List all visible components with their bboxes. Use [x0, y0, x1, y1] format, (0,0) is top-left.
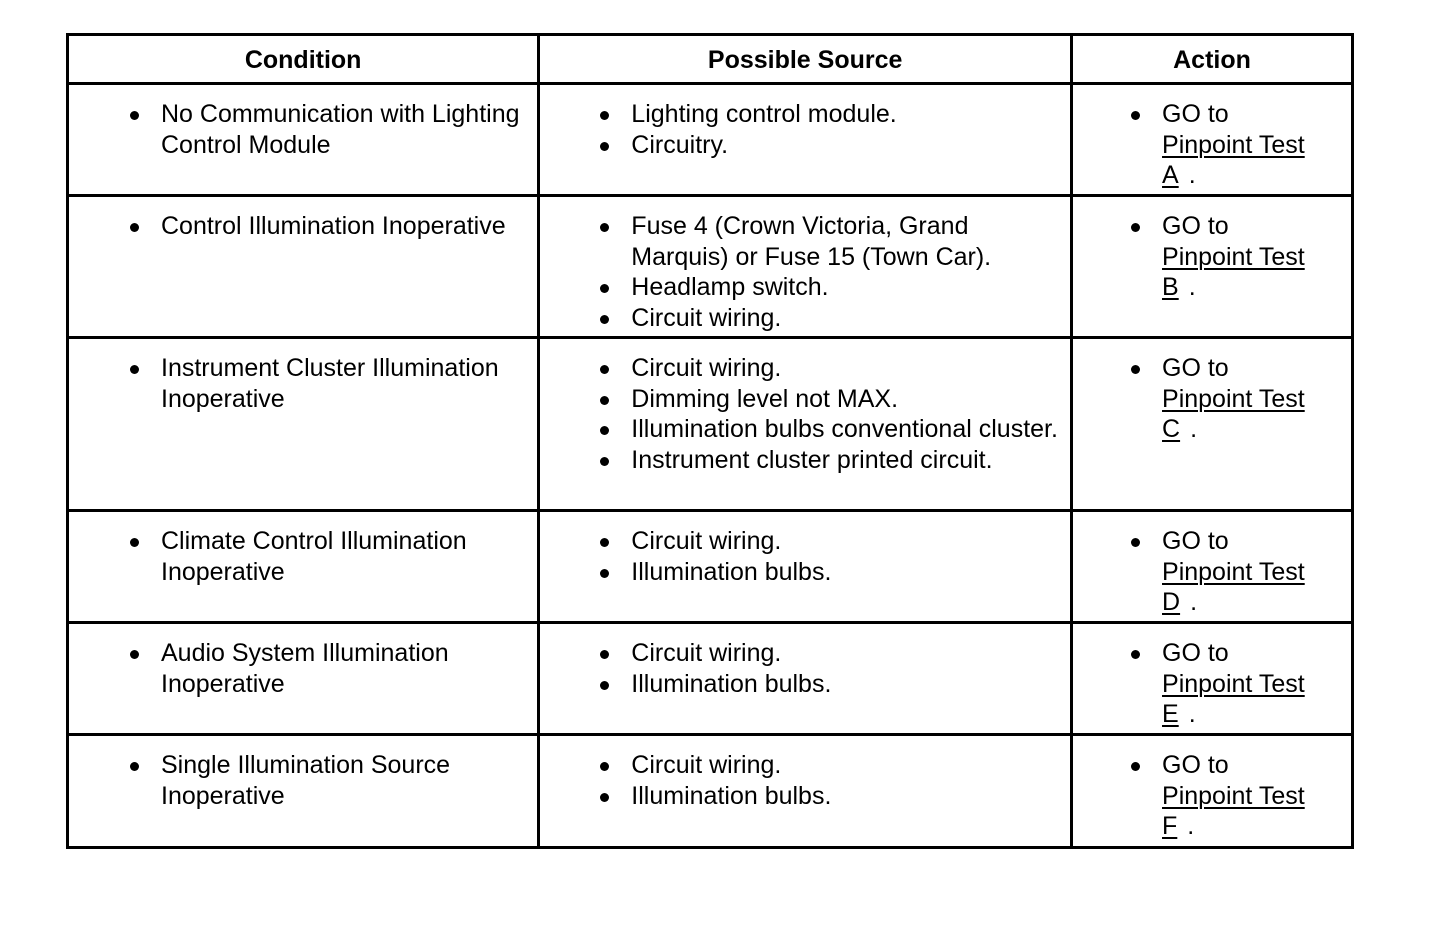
diagnosis-table-container — [66, 33, 1354, 849]
condition-list — [69, 736, 537, 811]
condition-list — [69, 624, 537, 699]
condition-cell — [68, 735, 539, 848]
condition-cell — [68, 511, 539, 623]
table-row — [68, 623, 1353, 735]
table-row — [68, 196, 1353, 338]
table-row — [68, 511, 1353, 623]
header-condition: Condition — [68, 35, 539, 84]
possible-source-item: Circuitry. — [631, 130, 1060, 161]
symptom-chart-table — [66, 33, 1354, 849]
possible-source-list — [540, 339, 1070, 476]
action-list — [1073, 339, 1351, 445]
action-item — [1162, 353, 1341, 445]
possible-source-list — [540, 736, 1070, 811]
pinpoint-test-letter-link[interactable]: A — [1162, 161, 1179, 190]
go-to-label: GO to — [1162, 527, 1229, 555]
action-item — [1162, 99, 1341, 191]
possible-source-item: Lighting control module. — [631, 99, 1060, 130]
pinpoint-test-letter-link[interactable]: F — [1162, 812, 1178, 841]
action-period: . — [1187, 812, 1195, 841]
pinpoint-test-letter-link[interactable]: B — [1162, 273, 1179, 302]
possible-source-cell — [539, 196, 1072, 338]
possible-source-item: Circuit wiring. — [631, 303, 1060, 334]
go-to-label: GO to — [1162, 100, 1229, 128]
pinpoint-test-letter-link[interactable]: C — [1162, 415, 1181, 444]
action-period: . — [1188, 161, 1196, 190]
action-cell — [1072, 511, 1353, 623]
action-cell — [1072, 84, 1353, 196]
table-row — [68, 735, 1353, 848]
condition-item: Instrument Cluster Illumination Inoperative — [161, 353, 527, 414]
condition-cell — [68, 338, 539, 511]
header-action: Action — [1072, 35, 1353, 84]
possible-source-list — [540, 197, 1070, 334]
action-item — [1162, 211, 1341, 303]
possible-source-item: Fuse 4 (Crown Victoria, Grand Marquis) or Fuse 15 (Town Car). — [631, 211, 1060, 272]
condition-cell — [68, 196, 539, 338]
possible-source-list — [540, 512, 1070, 587]
possible-source-item: Circuit wiring. — [631, 353, 1060, 384]
go-to-label: GO to — [1162, 212, 1229, 240]
go-to-label: GO to — [1162, 639, 1229, 667]
action-list — [1073, 85, 1351, 191]
action-list — [1073, 736, 1351, 842]
action-list — [1073, 624, 1351, 730]
possible-source-cell — [539, 511, 1072, 623]
possible-source-item: Dimming level not MAX. — [631, 384, 1060, 415]
action-cell — [1072, 196, 1353, 338]
possible-source-item: Instrument cluster printed circuit. — [631, 445, 1060, 476]
go-to-label: GO to — [1162, 354, 1229, 382]
possible-source-list — [540, 624, 1070, 699]
header-possible-source: Possible Source — [539, 35, 1072, 84]
possible-source-item: Headlamp switch. — [631, 272, 1060, 303]
action-cell — [1072, 338, 1353, 511]
condition-item: Control Illumination Inoperative — [161, 211, 527, 242]
condition-item: Audio System Illumination Inoperative — [161, 638, 527, 699]
possible-source-item: Illumination bulbs. — [631, 781, 1060, 812]
table-body — [68, 84, 1353, 848]
condition-list — [69, 85, 537, 160]
possible-source-cell — [539, 338, 1072, 511]
possible-source-cell — [539, 735, 1072, 848]
possible-source-item: Illumination bulbs conventional cluster. — [631, 414, 1060, 445]
possible-source-list — [540, 85, 1070, 160]
action-period: . — [1188, 700, 1196, 729]
pinpoint-test-letter-link[interactable]: D — [1162, 588, 1181, 617]
action-list — [1073, 512, 1351, 618]
condition-list — [69, 197, 537, 242]
action-item — [1162, 638, 1341, 730]
possible-source-item: Illumination bulbs. — [631, 669, 1060, 700]
action-item — [1162, 526, 1341, 618]
table-header-row — [68, 35, 1353, 84]
pinpoint-test-link[interactable]: Pinpoint Test — [1162, 242, 1305, 271]
pinpoint-test-letter-link[interactable]: E — [1162, 700, 1179, 729]
condition-list — [69, 512, 537, 587]
table-row — [68, 338, 1353, 511]
action-item — [1162, 750, 1341, 842]
pinpoint-test-link[interactable]: Pinpoint Test — [1162, 384, 1305, 413]
action-list — [1073, 197, 1351, 303]
condition-cell — [68, 84, 539, 196]
go-to-label: GO to — [1162, 751, 1229, 779]
action-period: . — [1190, 588, 1198, 617]
pinpoint-test-link[interactable]: Pinpoint Test — [1162, 557, 1305, 586]
possible-source-cell — [539, 84, 1072, 196]
action-cell — [1072, 623, 1353, 735]
possible-source-item: Circuit wiring. — [631, 750, 1060, 781]
action-period: . — [1190, 415, 1198, 444]
pinpoint-test-link[interactable]: Pinpoint Test — [1162, 130, 1305, 159]
condition-item: Single Illumination Source Inoperative — [161, 750, 527, 811]
table-row — [68, 84, 1353, 196]
condition-item: Climate Control Illumination Inoperative — [161, 526, 527, 587]
action-cell — [1072, 735, 1353, 848]
condition-item: No Communication with Lighting Control Module — [161, 99, 527, 160]
possible-source-cell — [539, 623, 1072, 735]
action-period: . — [1188, 273, 1196, 302]
possible-source-item: Circuit wiring. — [631, 526, 1060, 557]
condition-list — [69, 339, 537, 414]
condition-cell — [68, 623, 539, 735]
possible-source-item: Circuit wiring. — [631, 638, 1060, 669]
possible-source-item: Illumination bulbs. — [631, 557, 1060, 588]
pinpoint-test-link[interactable]: Pinpoint Test — [1162, 781, 1305, 810]
pinpoint-test-link[interactable]: Pinpoint Test — [1162, 669, 1305, 698]
